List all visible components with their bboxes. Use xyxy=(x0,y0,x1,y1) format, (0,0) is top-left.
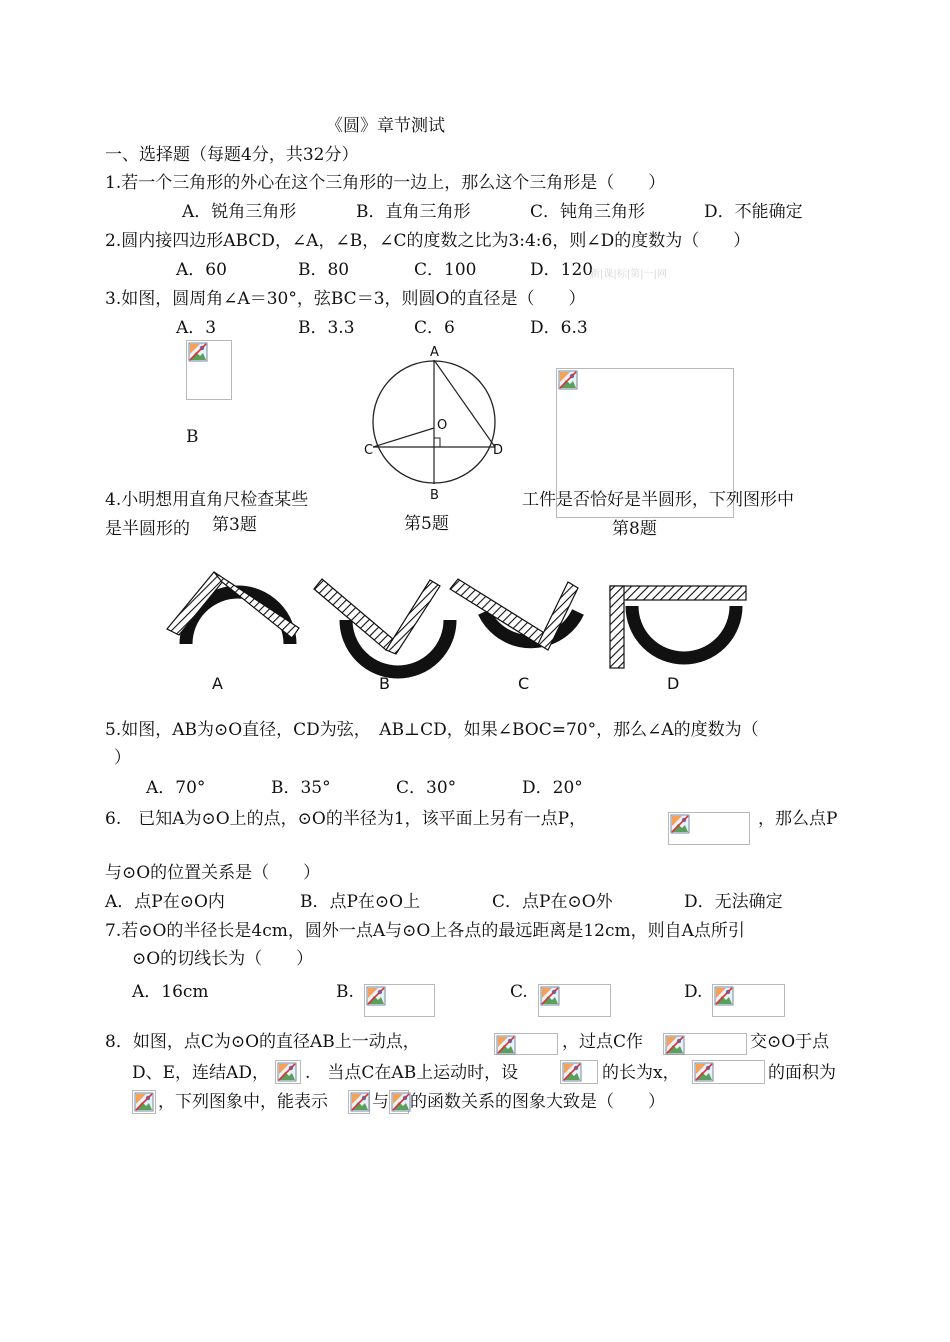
figure-5-circle-diagram xyxy=(360,342,510,504)
question-7-stem: 7.若⊙O的半径长是4cm，圆外一点A与⊙O上各点的最远距离是12cm，则自A点所引 xyxy=(105,921,745,941)
question-8-part7: 的面积为 xyxy=(768,1063,836,1083)
caption-figure-3: 第3题 xyxy=(212,515,257,535)
broken-image-icon xyxy=(350,1092,370,1112)
question-5-stem-end: ） xyxy=(114,748,131,768)
tool-label-a: A xyxy=(212,674,223,693)
q7-option-b-broken-image xyxy=(364,984,435,1017)
broken-image-icon xyxy=(496,1035,516,1055)
q7-option-d-broken-image xyxy=(712,984,785,1017)
question-5-stem: 5.如图，AB为⊙O直径，CD为弦， AB⊥CD，如果∠BOC=70°，那么∠A的度数为（ xyxy=(105,720,759,740)
tool-figure-c xyxy=(450,579,578,650)
q8-formula-2-broken-image xyxy=(663,1033,747,1055)
q7-option-a: A．16cm xyxy=(132,982,209,1002)
q6-option-b: B．点P在⊙O上 xyxy=(300,892,421,912)
broken-image-icon xyxy=(277,1062,297,1082)
figure-3-label: B xyxy=(186,427,199,447)
q6-option-c: C．点P在⊙O外 xyxy=(492,892,613,912)
tool-figure-d xyxy=(610,586,746,668)
watermark-text: 新|课|标|第|一|网 xyxy=(590,269,667,280)
q2-option-b: B．80 xyxy=(298,260,350,280)
broken-image-icon xyxy=(391,1092,411,1112)
broken-image-icon xyxy=(366,986,386,1006)
tool-figure-b xyxy=(314,579,450,672)
question-8-part8: ，下列图象中，能表示 xyxy=(158,1092,328,1112)
point-d-label: D xyxy=(493,443,504,458)
question-1-stem: 1.若一个三角形的外心在这个三角形的一边上，那么这个三角形是（ ） xyxy=(105,173,666,193)
q6-formula-broken-image xyxy=(668,812,750,845)
q5-option-a: A．70° xyxy=(146,778,206,798)
question-6-stem-line2: 与⊙O的位置关系是（ ） xyxy=(105,863,321,883)
question-8-part3: 交⊙O于点 xyxy=(750,1032,830,1052)
q8-formula-6-broken-image xyxy=(132,1090,156,1114)
broken-image-icon xyxy=(558,370,578,390)
question-7-stem-line2: ⊙O的切线长为（ ） xyxy=(132,949,314,969)
q8-formula-5-broken-image xyxy=(692,1060,765,1084)
point-c-label: C xyxy=(364,443,374,458)
tool-label-b: B xyxy=(379,674,390,693)
caption-figure-5: 第5题 xyxy=(404,514,449,534)
broken-image-icon xyxy=(562,1062,582,1082)
page-title: 《圆》章节测试 xyxy=(326,116,445,136)
q2-option-d: D．120 xyxy=(530,260,594,280)
q2-option-c: C．100 xyxy=(414,260,477,280)
q4-tool-figures xyxy=(154,554,754,696)
question-8-part1: 8．如图，点C为⊙O的直径AB上一动点， xyxy=(105,1032,420,1052)
q8-formula-8-broken-image xyxy=(389,1090,409,1114)
q8-formula-1-broken-image xyxy=(494,1033,558,1055)
broken-image-icon xyxy=(188,342,208,362)
broken-image-icon xyxy=(714,986,734,1006)
broken-image-icon xyxy=(670,814,690,834)
point-b-label: B xyxy=(430,488,439,503)
question-8-part5: . 当点C在AB上运动时，设 xyxy=(305,1063,519,1083)
q1-option-c: C．钝角三角形 xyxy=(530,202,646,222)
question-6-stem-part1: 6. 已知A为⊙O上的点，⊙O的半径为1，该平面上另有一点P， xyxy=(105,809,587,829)
tool-figure-a xyxy=(167,572,299,644)
q8-formula-7-broken-image xyxy=(348,1090,370,1114)
q3-option-d: D．6.3 xyxy=(530,318,588,338)
q2-option-a: A．60 xyxy=(176,260,227,280)
point-o-label: O xyxy=(437,418,448,433)
section-heading: 一、选择题（每题4分，共32分） xyxy=(105,145,359,165)
question-8-part9: 与 xyxy=(372,1092,389,1112)
q5-option-b: B．35° xyxy=(271,778,331,798)
radius-oc xyxy=(373,428,434,447)
question-6-stem-part2: ，那么点P xyxy=(758,809,838,829)
question-8-part10: 的函数关系的图象大致是（ ） xyxy=(410,1092,665,1112)
broken-image-icon xyxy=(540,986,560,1006)
question-8-part2: ，过点C作 xyxy=(562,1032,644,1052)
q7-option-b: B. xyxy=(336,982,354,1002)
question-8-part6: 的长为x， xyxy=(602,1063,680,1083)
question-4-stem-part1: 4.小明想用直角尺检查某些 xyxy=(105,490,309,510)
caption-figure-8: 第8题 xyxy=(612,519,657,539)
q6-option-d: D．无法确定 xyxy=(684,892,783,912)
q5-option-c: C．30° xyxy=(396,778,457,798)
point-a-label: A xyxy=(430,345,439,360)
q7-option-c-broken-image xyxy=(538,984,611,1017)
figure-3-broken-image xyxy=(186,340,232,400)
broken-image-icon xyxy=(665,1035,685,1055)
q1-option-d: D．不能确定 xyxy=(704,202,803,222)
question-8-part4: D、E，连结AD， xyxy=(132,1063,269,1083)
tool-label-d: D xyxy=(667,674,680,693)
question-2-stem: 2.圆内接四边形ABCD，∠A，∠B，∠C的度数之比为3:4:6，则∠D的度数为（ ） xyxy=(105,231,751,251)
question-4-stem-part2: 工件是否恰好是半圆形，下列图形中 xyxy=(522,490,794,510)
q6-option-a: A．点P在⊙O内 xyxy=(105,892,225,912)
broken-image-icon xyxy=(134,1092,154,1112)
question-4-stem-line2: 是半圆形的 xyxy=(105,519,190,539)
q3-option-c: C．6 xyxy=(414,318,455,338)
tool-label-c: C xyxy=(518,674,530,693)
broken-image-icon xyxy=(694,1062,714,1082)
q1-option-b: B．直角三角形 xyxy=(356,202,471,222)
q5-option-d: D．20° xyxy=(522,778,583,798)
right-angle-mark xyxy=(434,438,440,447)
q8-formula-4-broken-image xyxy=(560,1060,598,1084)
q7-option-c: C. xyxy=(510,982,528,1002)
q1-option-a: A．锐角三角形 xyxy=(182,202,297,222)
q7-option-d: D. xyxy=(684,982,703,1002)
q3-option-a: A．3 xyxy=(176,318,217,338)
q3-option-b: B．3.3 xyxy=(298,318,355,338)
q8-formula-3-broken-image xyxy=(275,1060,301,1084)
question-3-stem: 3.如图，圆周角∠A＝30°，弦BC＝3，则圆O的直径是（ ） xyxy=(105,289,586,309)
chord-ad xyxy=(434,360,495,447)
